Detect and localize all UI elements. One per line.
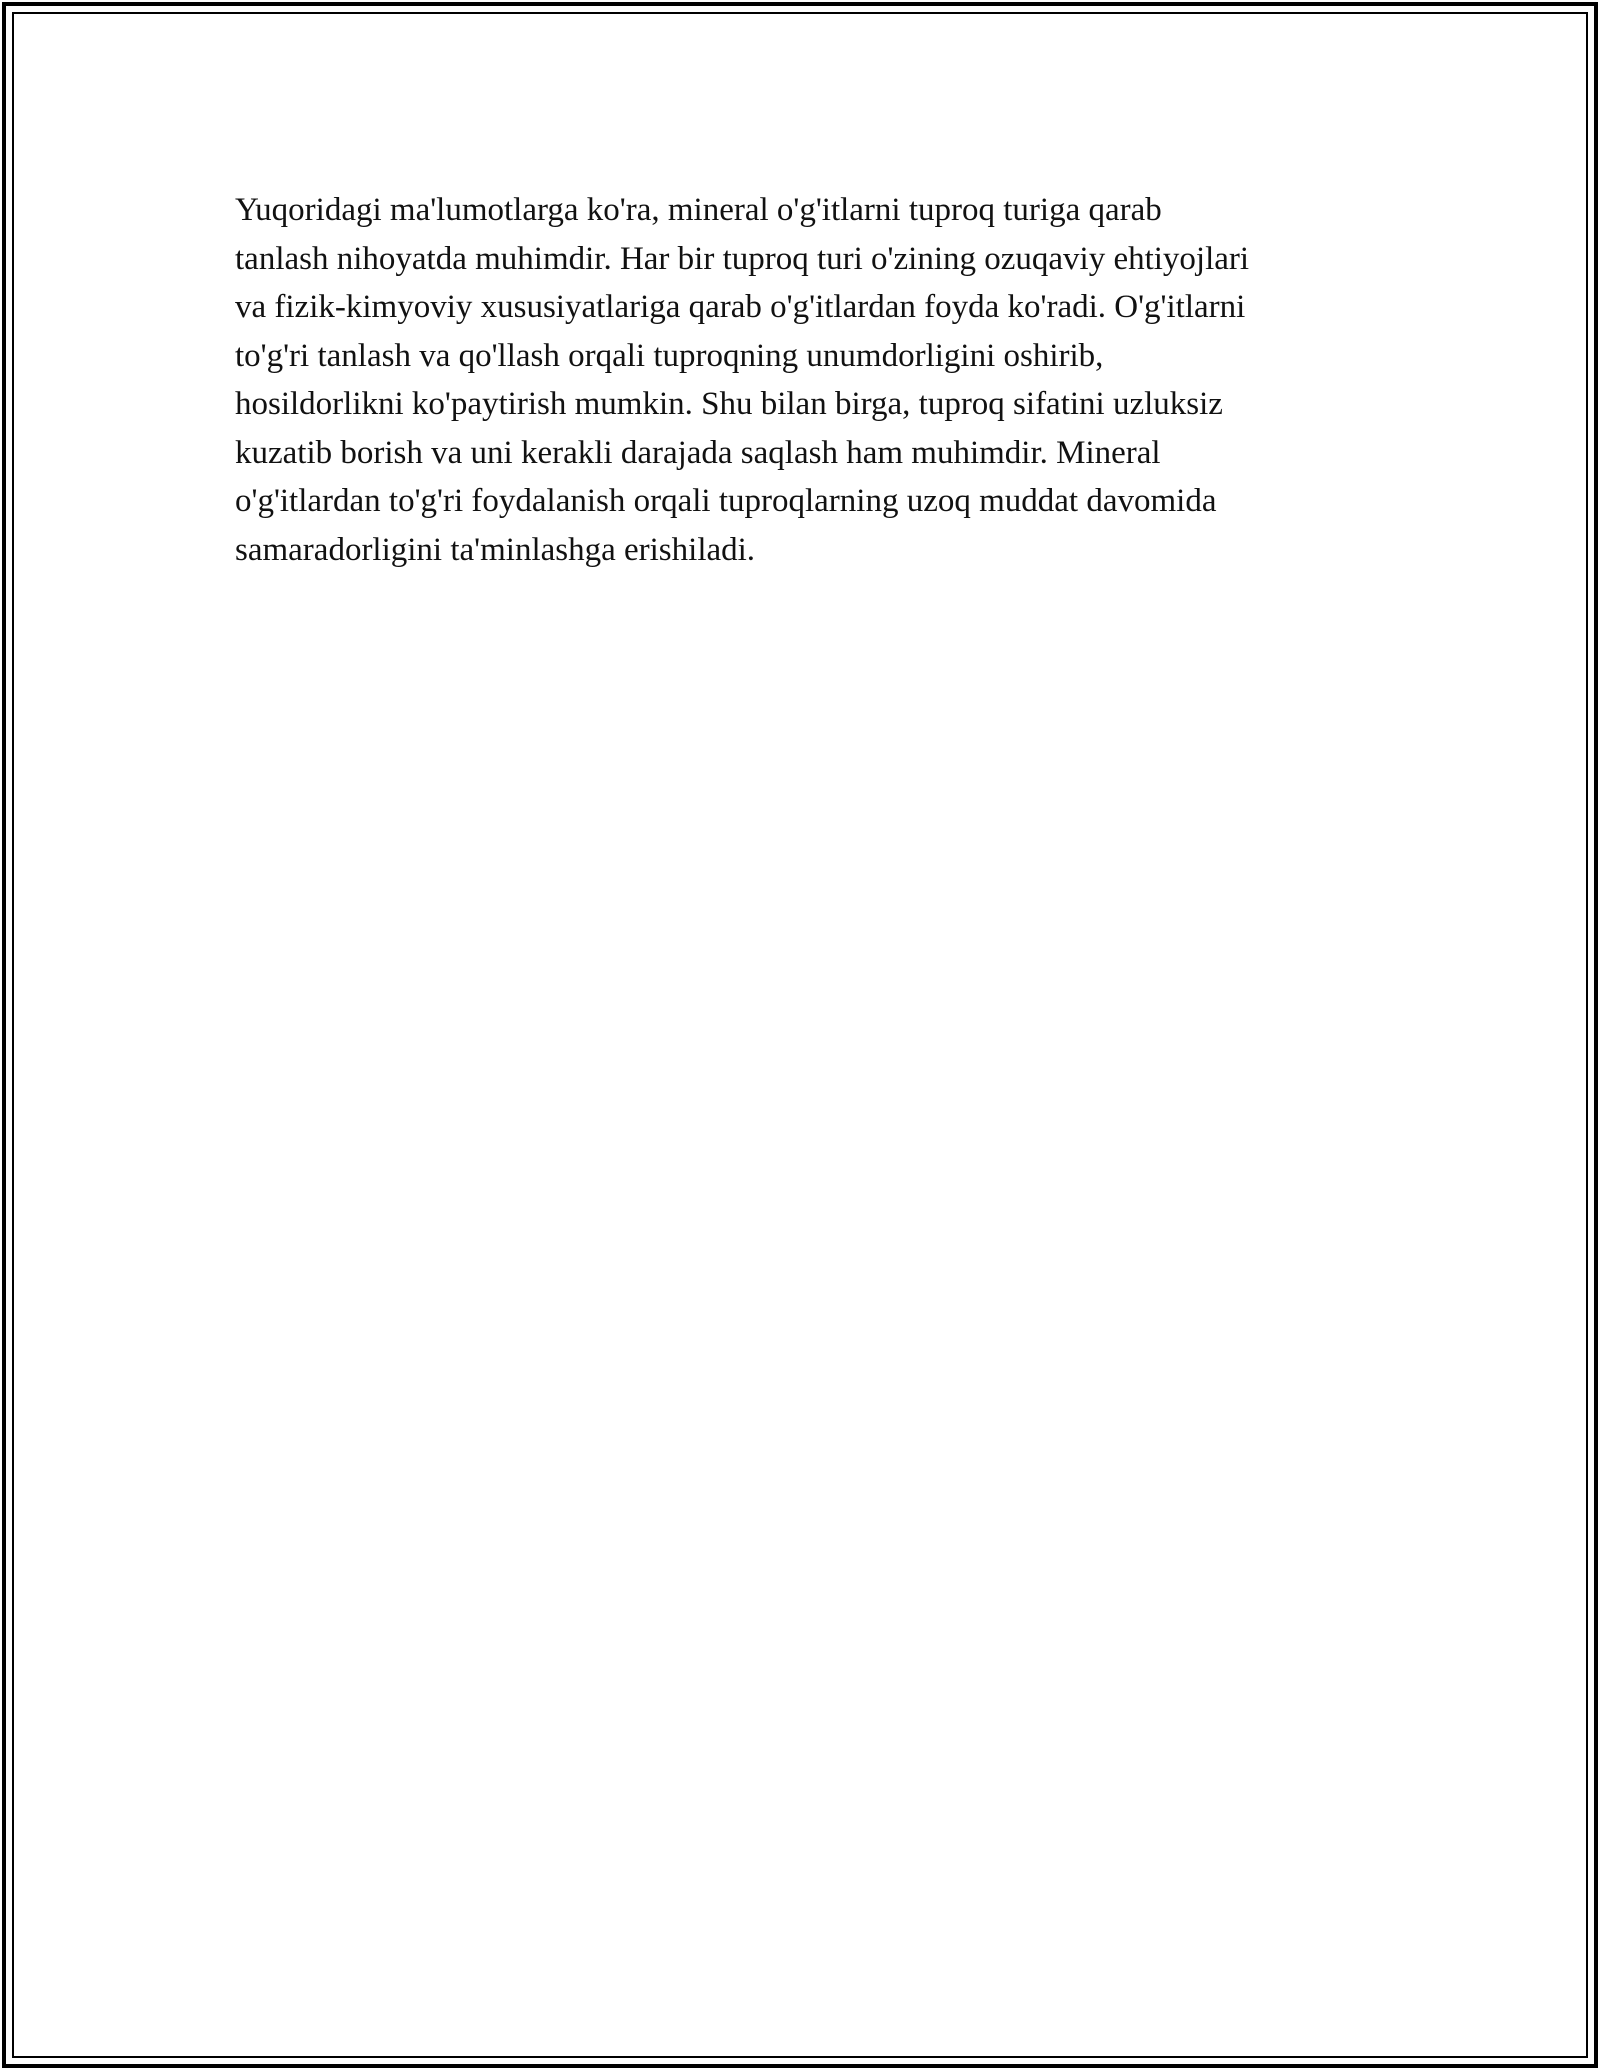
paragraph-line: to'g'ri tanlash va qo'llash orqali tuproqning unumdorligini oshirib, [235,337,1104,374]
paragraph-line: va fizik-kimyoviy xususiyatlariga qarab o'g'itlardan foyda ko'radi. O'g'itlarni [235,289,1246,325]
body-paragraph [235,186,1395,574]
paragraph-line: o'g'itlardan to'g'ri foydalanish orqali tuproqlarning uzoq muddat davomida [235,483,1217,519]
paragraph-line: samaradorligini ta'minlashga erishiladi. [235,531,756,568]
paragraph-line: tanlash nihoyatda muhimdir. Har bir tuproq turi o'zining ozuqaviy ehtiyojlari [235,240,1250,277]
paragraph-line: kuzatib borish va uni kerakli darajada saqlash ham muhimdir. Mineral [235,434,1161,471]
paragraph-line: Yuqoridagi ma'lumotlarga ko'ra, mineral o'g'itlarni tuproq turiga qarab [235,192,1162,228]
paragraph-line: hosildorlikni ko'paytirish mumkin. Shu bilan birga, tuproq sifatini uzluksiz [235,386,1223,422]
